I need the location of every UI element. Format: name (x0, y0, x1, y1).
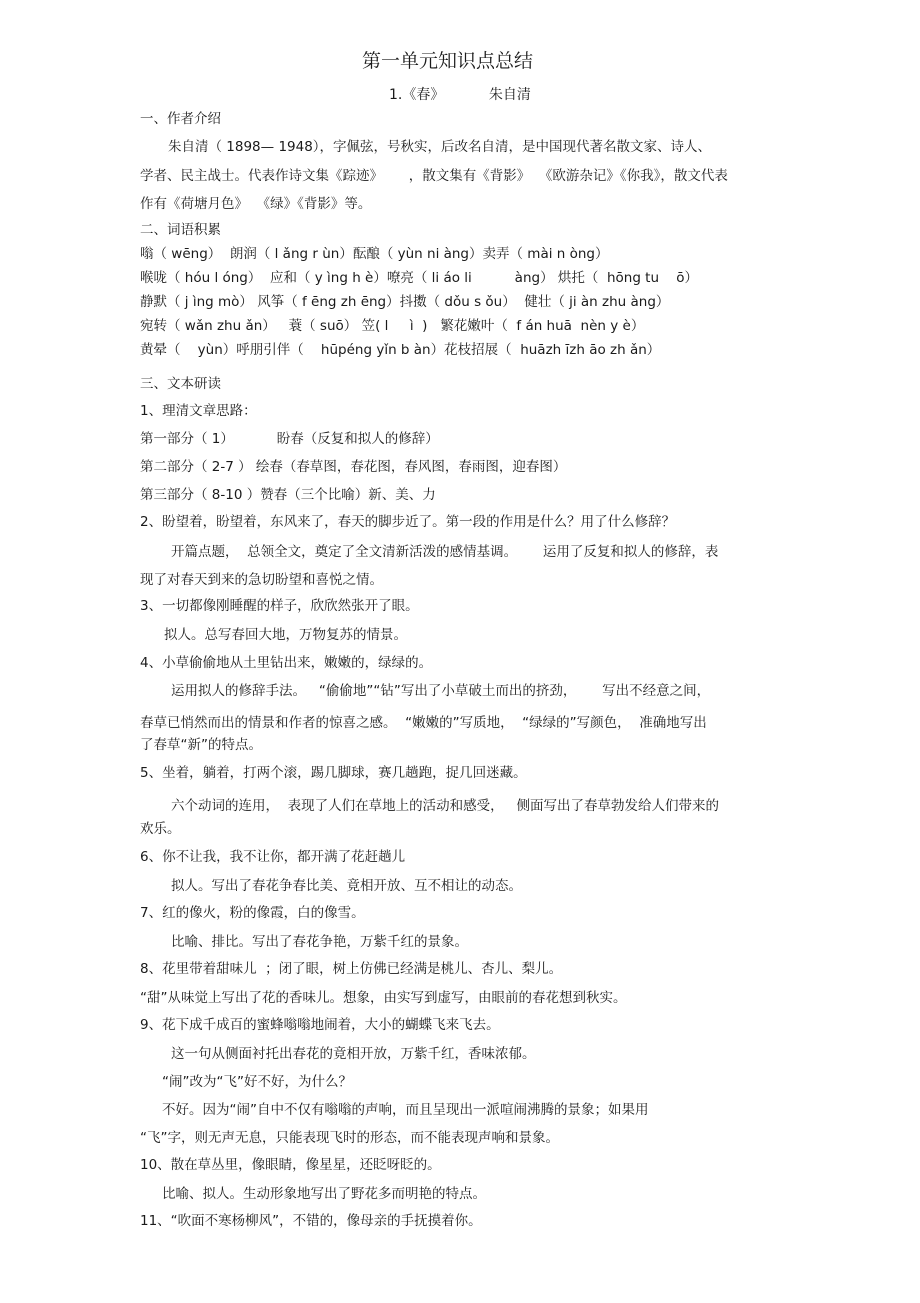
study-line: 10、散在草丛里，像眼睛，像星星，还眨呀眨的。 (140, 1157, 441, 1173)
study-line: 9、花下成千成百的蜜蜂嗡嗡地闹着，大小的蝴蝶飞来飞去。 (140, 1017, 500, 1033)
section-heading-study: 三、文本研读 (140, 376, 221, 392)
study-line: 6、你不让我，我不让你，都开满了花赶趟儿 (140, 849, 406, 865)
study-line: “闹”改为“飞”好不好，为什么？ (162, 1074, 352, 1090)
study-line: 拟人。总写春回大地，万物复苏的情景。 (164, 627, 407, 643)
study-line: 春草已悄然而出的情景和作者的惊喜之感。 “嫩嫩的”写质地， “绿绿的”写颜色， 准确地写出 (140, 715, 707, 731)
study-line: 欢乐。 (140, 821, 181, 837)
author-paragraph-line: 朱自清（ 1898— 1948），字佩弦，号秋实，后改名自清，是中国现代著名散文家、诗人、 (168, 139, 712, 155)
study-line: 运用拟人的修辞手法。 “偷偷地”“钻”写出了小草破土而出的挤劲， 写出不经意之间， (171, 683, 711, 699)
study-line: “甜”从味觉上写出了花的香味儿。想象，由实写到虚写，由眼前的春花想到秋实。 (140, 990, 627, 1006)
study-line: 2、盼望着，盼望着，东风来了，春天的脚步近了。第一段的作用是什么？用了什么修辞？ (140, 514, 676, 530)
section-heading-vocab: 二、词语积累 (140, 222, 221, 238)
study-line: 3、一切都像刚睡醒的样子，欣欣然张开了眼。 (140, 598, 419, 614)
vocab-line: 喉咙（ hóu l óng） 应和（ y ìng h è）嘹亮（ li áo li àng） 烘托（ hōng tu ō） (140, 270, 698, 286)
study-line: 1、理清文章思路： (140, 403, 257, 419)
page-title: 第一单元知识点总结 (362, 50, 534, 72)
study-line: 开篇点题， 总领全文，奠定了全文清新活泼的感情基调。 运用了反复和拟人的修辞，表 (171, 544, 719, 560)
study-line: 不好。因为“闹”自中不仅有嗡嗡的声响，而且呈现出一派喧闹沸腾的景象；如果用 (162, 1102, 649, 1118)
lesson-heading: 1.《春》 朱自清 (389, 87, 531, 103)
author-paragraph-line: 作有《荷塘月色》 《绿》《背影》等。 (140, 196, 372, 212)
study-line: 5、坐着，躺着，打两个滚，踢几脚球，赛几趟跑，捉几回迷藏。 (140, 765, 527, 781)
study-line: 拟人。写出了春花争春比美、竟相开放、互不相让的动态。 (171, 878, 522, 894)
study-line: 8、花里带着甜味儿 ；闭了眼，树上仿佛已经满是桃儿、杏儿、梨儿。 (140, 961, 563, 977)
study-line: 这一句从侧面衬托出春花的竟相开放，万紫千红，香味浓郁。 (171, 1046, 536, 1062)
study-line: “飞”字，则无声无息，只能表现飞时的形态，而不能表现声响和景象。 (140, 1130, 559, 1146)
study-line: 第一部分（ 1） 盼春（反复和拟人的修辞） (140, 431, 439, 447)
study-line: 现了对春天到来的急切盼望和喜悦之情。 (140, 572, 383, 588)
author-paragraph-line: 学者、民主战士。代表作诗文集《踪迹》 ，散文集有《背影》 《欧游杂记》《你我》，散文代表 (140, 168, 728, 184)
study-line: 比喻、拟人。生动形象地写出了野花多而明艳的特点。 (162, 1186, 486, 1202)
study-line: 第三部分（ 8-10 ）赞春（三个比喻）新、美、力 (140, 487, 436, 503)
vocab-line: 黄晕（ yùn）呼朋引伴（ hūpéng yǐn b àn）花枝招展（ huāzh īzh āo zh ǎn） (140, 342, 661, 358)
study-line: 第二部分（ 2-7 ） 绘春（春草图，春花图，春风图，春雨图，迎春图） (140, 459, 567, 475)
study-line: 六个动词的连用， 表现了人们在草地上的活动和感受， 侧面写出了春草勃发给人们带来的 (171, 798, 719, 814)
vocab-line: 静默（ j ìng mò） 风筝（ f ēng zh ēng）抖擞（ dǒu s ǒu） 健壮（ ji àn zhu àng） (140, 294, 670, 310)
study-line: 11、“吹面不寒杨柳风”，不错的，像母亲的手抚摸着你。 (140, 1213, 482, 1229)
study-line: 7、红的像火，粉的像霞，白的像雪。 (140, 905, 365, 921)
study-line: 比喻、排比。写出了春花争艳，万紫千红的景象。 (171, 934, 468, 950)
study-line: 4、小草偷偷地从土里钻出来，嫩嫩的，绿绿的。 (140, 655, 433, 671)
section-heading-author: 一、作者介绍 (140, 111, 221, 127)
study-line: 了春草“新”的特点。 (140, 737, 262, 753)
vocab-line: 嗡（ wēng） 朗润（ l ǎng r ùn）酝酿（ yùn ni àng）卖弄（ mài n òng） (140, 246, 609, 262)
vocab-line: 宛转（ wǎn zhu ǎn） 蓑（ suō） 笠( l ì ) 繁花嫩叶（ f án huā nèn y è） (140, 318, 645, 334)
